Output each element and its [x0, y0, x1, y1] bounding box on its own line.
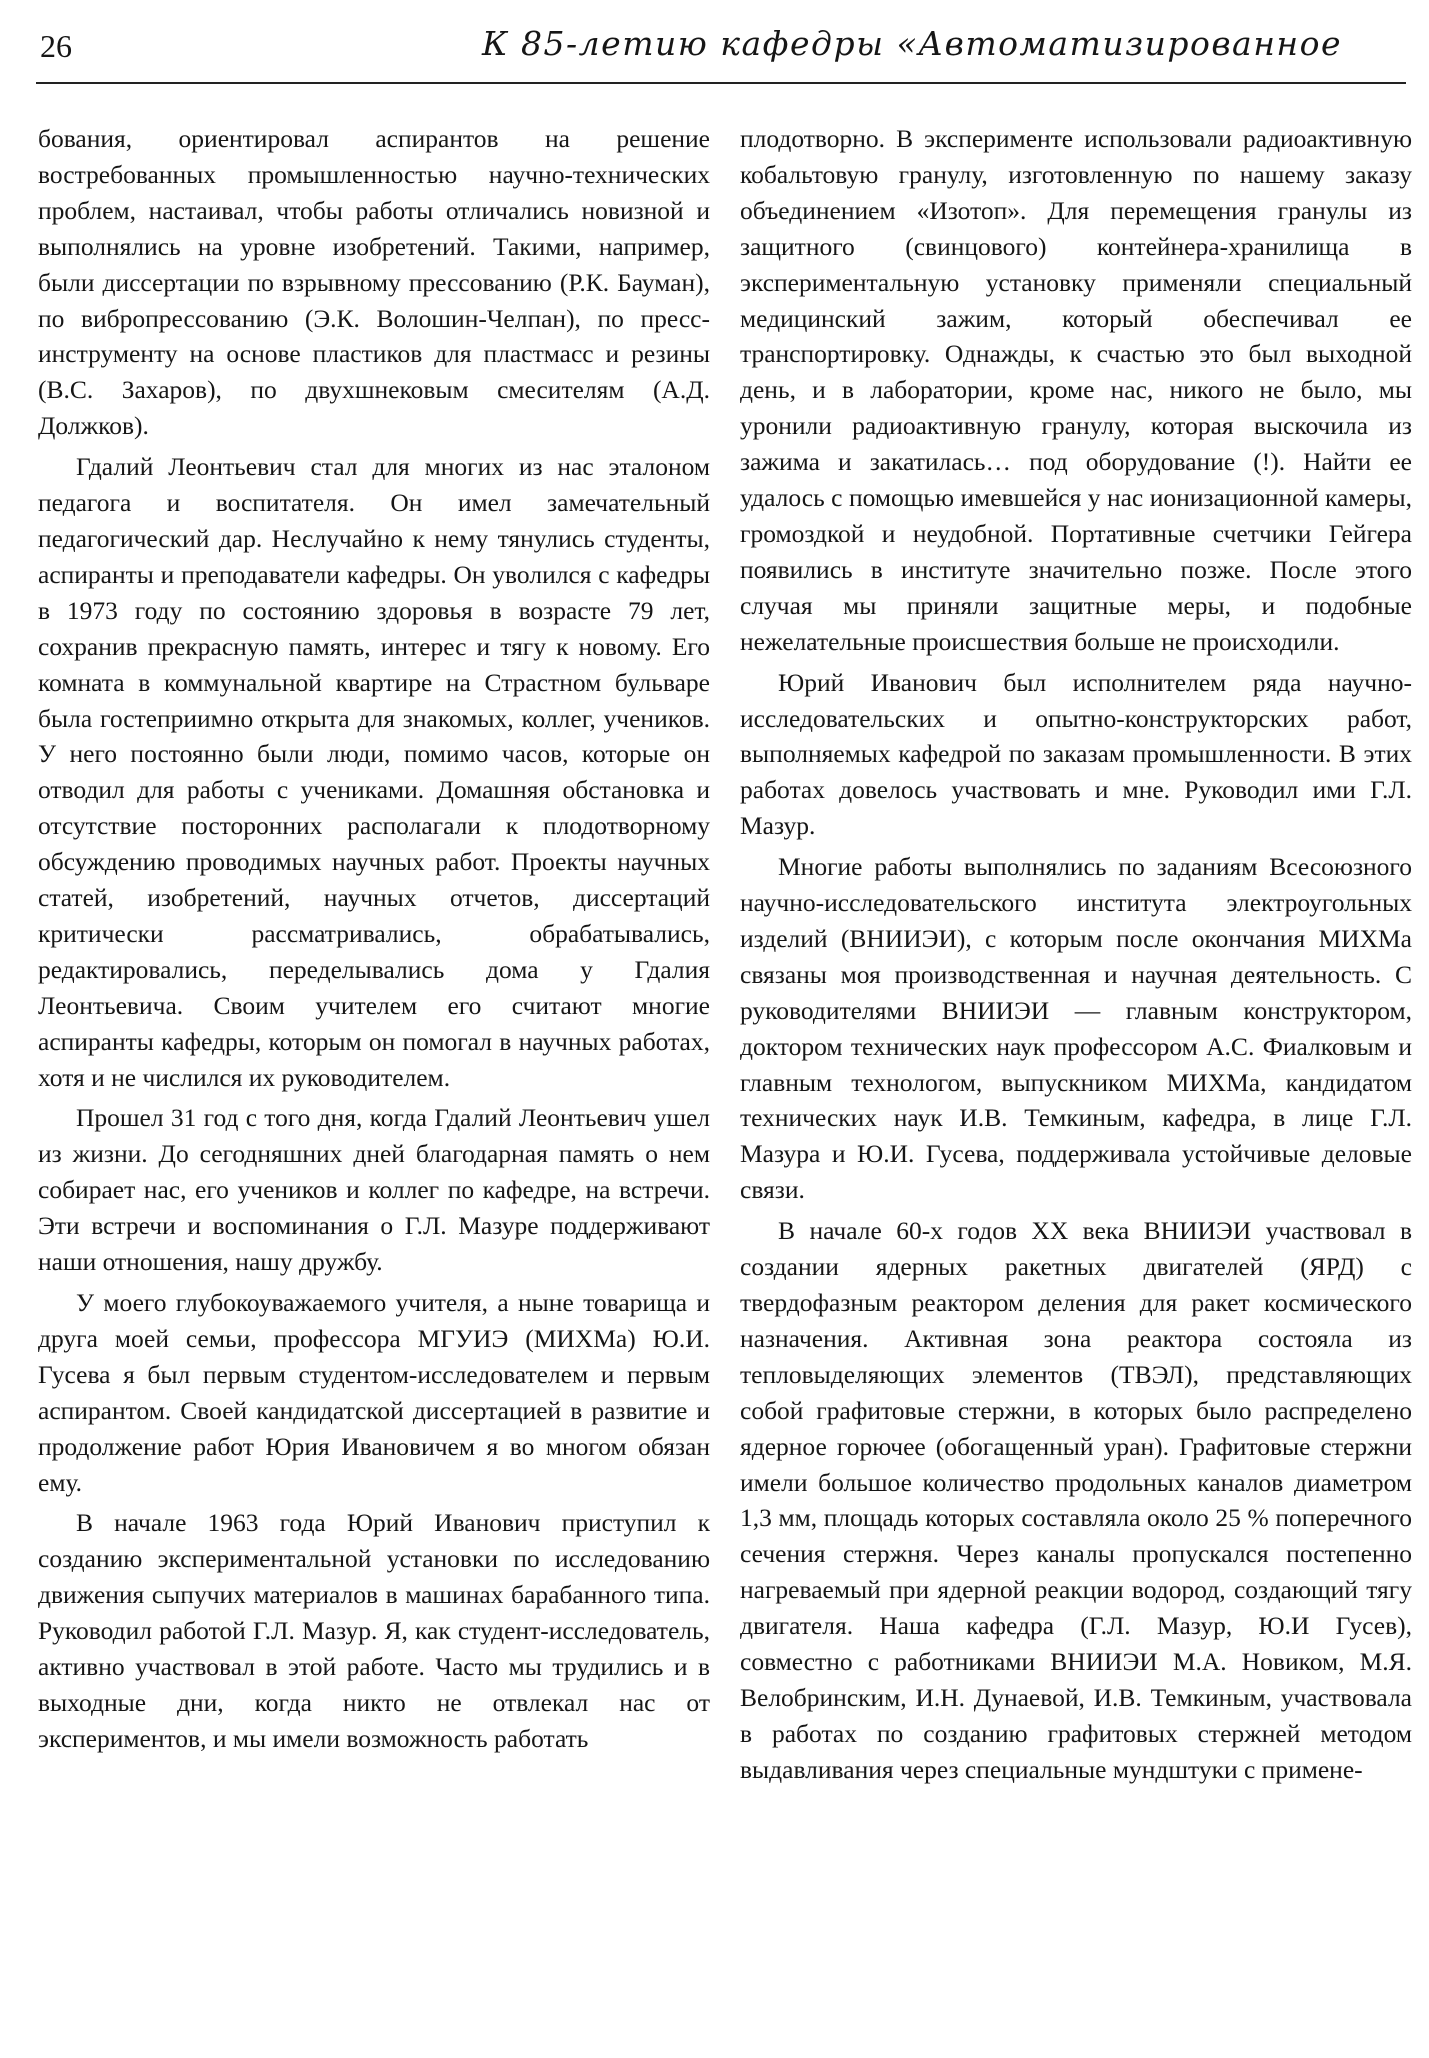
header-divider: [36, 82, 1406, 84]
left-column: [38, 121, 710, 1762]
paragraph: У моего глубокоуважаемого учителя, а ныне товарища и друга моей семьи, профессора МГУИЭ (МИХМа) Ю.И. Гусева я был первым студентом-исследователем и первым аспирантом. Своей кандидатской диссертацией в развитие и продолжение работ Юрия Ивановичем я во многом обязан ему.: [38, 1288, 710, 1497]
paragraph: В начале 1963 года Юрий Иванович приступил к созданию экспериментальной установки по исследованию движения сыпучих материалов в машинах барабанного типа. Руководил работой Г.Л. Мазур. Я, как студент-исследователь, активно участвовал в этой работе. Часто мы трудились и в выходные дни, когда никто не отвлекал нас от экспериментов, и мы имели возможность работать: [38, 1508, 710, 1753]
page-header: [36, 14, 1406, 84]
paragraph: Многие работы выполнялись по заданиям Всесоюзного научно-исследовательского института электроугольных изделий (ВНИИЭИ), с которым после окончания МИХМа связаны моя производственная и научная деятельность. С руководителями ВНИИЭИ — главным конструктором, доктором технических наук профессором А.С. Фиалковым и главным технологом, выпускником МИХМа, кандидатом технических наук И.В. Темкиным, кафедра, в лице Г.Л. Мазура и Ю.И. Гусева, поддерживала устойчивые деловые связи.: [740, 852, 1412, 1205]
running-title: К 85-летию кафедры «Автоматизированное: [482, 24, 1343, 63]
paragraph: бования, ориентировал аспирантов на решение востребованных промышленностью научно-технических проблем, настаивал, чтобы работы отличались новизной и выполнялись на уровне изобретений. Такими, например, были диссертации по взрывному прессованию (Р.К. Бауман), по вибропрессованию (Э.К. Волошин-Челпан), по пресс-инструменту на основе пластиков для пластмасс и резины (В.С. Захаров), по двухшнековым смесителям (А.Д. Должков).: [38, 124, 710, 441]
paragraph: В начале 60-х годов XX века ВНИИЭИ участвовал в создании ядерных ракетных двигателей (ЯРД) с твердофазным реактором деления для ракет космического назначения. Активная зона реактора состояла из тепловыделяющих элементов (ТВЭЛ), представляющих собой графитовые стержни, в которых было распределено ядерное горючее (обогащенный уран). Графитовые стержни имели большое количество продольных каналов диаметром 1,3 мм, площадь которых составляла около 25 % поперечного сечения стержня. Через каналы пропускался постепенно нагреваемый при ядерной реакции водород, создающий тягу двигателя. Наша кафедра (Г.Л. Мазур, Ю.И Гусев), совместно с работниками ВНИИЭИ М.А. Новиком, М.Я. Велобринским, И.Н. Дунаевой, И.В. Темкиным, участвовала в работах по созданию графитовых стержней методом выдавливания через специальные мундштуки с примене-: [740, 1216, 1412, 1784]
paragraph: Прошел 31 год с того дня, когда Гдалий Леонтьевич ушел из жизни. До сегодняшних дней благодарная память о нем собирает нас, его учеников и коллег по кафедре, на встречи. Эти встречи и воспоминания о Г.Л. Мазуре поддерживают наши отношения, нашу дружбу.: [38, 1103, 710, 1277]
paragraph: Юрий Иванович был исполнителем ряда научно-исследовательских и опытно-конструкторских работ, выполняемых кафедрой по заказам промышленности. В этих работах довелось участвовать и мне. Руководил ими Г.Л. Мазур.: [740, 667, 1412, 841]
right-column: [740, 121, 1412, 1793]
paragraph: плодотворно. В эксперименте использовали радиоактивную кобальтовую гранулу, изготовленную по нашему заказу объединением «Изотоп». Для перемещения гранулы из защитного (свинцового) контейнера-хранилища в экспериментальную установку применяли специальный медицинский зажим, который обеспечивал ее транспортировку. Однажды, к счастью это был выходной день, и в лаборатории, кроме нас, никого не было, мы уронили радиоактивную гранулу, которая выскочила из зажима и закатилась… под оборудование (!). Найти ее удалось с помощью имевшейся у нас ионизационной камеры, громоздкой и неудобной. Портативные счетчики Гейгера появились в институте значительно позже. После этого случая мы приняли защитные меры, и подобные нежелательные происшествия больше не происходили.: [740, 124, 1412, 656]
page-number: 26: [40, 28, 72, 64]
paragraph: Гдалий Леонтьевич стал для многих из нас эталоном педагога и воспитателя. Он имел замечательный педагогический дар. Неслучайно к нему тянулись студенты, аспиранты и преподаватели кафедры. Он уволился с кафедры в 1973 году по состоянию здоровья в возрасте 79 лет, сохранив прекрасную память, интерес и тягу к новому. Его комната в коммунальной квартире на Страстном бульваре была гостеприимно открыта для знакомых, коллег, учеников. У него постоянно были люди, помимо часов, которые он отводил для работы с учениками. Домашняя обстановка и отсутствие посторонних располагали к плодотворному обсуждению проводимых научных работ. Проекты научных статей, изобретений, научных отчетов, диссертаций критически рассматривались, обрабатывались, редактировались, переделывались дома у Гдалия Леонтьевича. Своим учителем его считают многие аспиранты кафедры, которым он помогал в научных работах, хотя и не числился их руководителем.: [38, 452, 710, 1092]
